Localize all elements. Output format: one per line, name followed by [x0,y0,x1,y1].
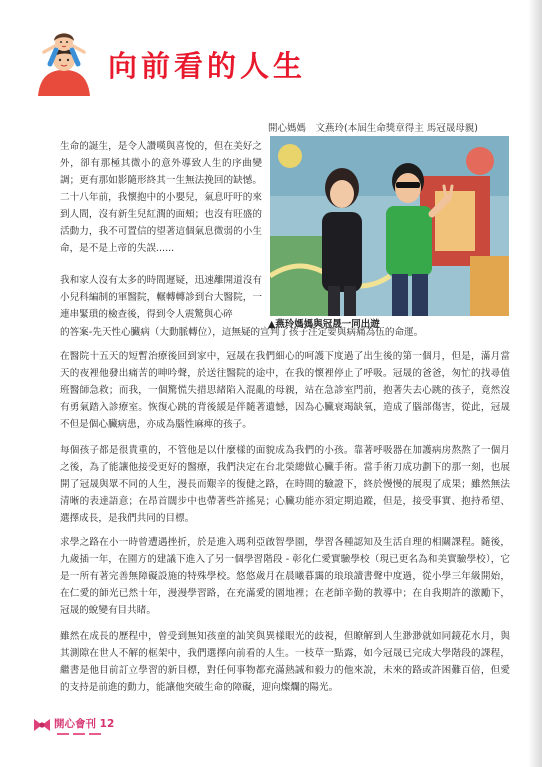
parent-with-child-illustration [32,30,96,96]
article-title: 向前看的人生 [108,49,307,83]
paragraph-5: 求學之路在小一時曾遭遇挫折，於是進入瑪利亞啟智學園，學習各種認知及生活自理的相關課程。隨後，九歲插一年，在園方的建議下進入了另一個學習階段 - 彰化仁愛實驗學校（現已更名為和美實驗學校），它是一所有著完善無障礙設施的特殊學校。悠悠歲月在晨曦暮靄的琅琅讀書聲中度過，從小學三年級開始，在仁愛的師光已然十年，漫漫學習路，在充滿愛的園地裡；在老師辛勤的教導中；在自我期許的激勵下，冠晟的蛻變有目共睹。 [60,537,510,616]
page-edge-shadow [528,0,542,767]
paragraph-3: 在醫院十五天的短暫治療後回到家中，冠晟在我們細心的呵護下度過了出生後的第一個月，但是，滿月當天的夜裡他發出痛苦的呻吟聲，於送往醫院的途中，在我的懷裡停止了呼吸。冠晟的爸爸，匆忙的找尋值班醫師急救；而我，一個驚慌失措思緒陷入混亂的母親，站在急診室門前，抱著失去心跳的孩子，竟然沒有勇氣踏入診療室。恢復心跳的背後緩是伴隨著遺憾，因為心臟衰竭缺氧，造成了腦部傷害，從此，冠晟不但是個心臟病患，亦成為腦性麻痺的孩子。 [60,351,510,430]
footer-dash [89,733,101,735]
footer-label: 開心會刊 12 [54,718,115,730]
footer-dash [73,733,85,735]
footer-dash [57,733,69,735]
paragraph-1: 生命的誕生，是令人讚嘆與喜悅的，但在美好之外，卻有那極其微小的意外導致人生的序曲變調；更有那如影隨形終其一生無法挽回的缺憾。二十八年前，我懷抱中的小嬰兒，氣息吁吁的來到人間，沒有新生兒紅潤的面頰；也沒有旺盛的活動力，我不可置信的望著這個氣息微弱的小生命，是不是上帝的失誤...... [60,141,262,254]
paragraph-4: 每個孩子都是很貴重的，不管他是以什麼樣的面貌成為我們的小孩。靠著呼吸器在加護病房熬熬了一個月之後，為了能讓他接受更好的醫療，我們決定在台北榮總做心臟手術。當手術刀成功劃下的那一刻，也展開了冠晟與眾不同的人生，漫長而艱辛的復健之路，在時間的驗證下，終於慢慢的展現了成果；雖然無法清晰的表達語意；在昂首闊步中也帶著些許搖晃；心臟功能亦須定期追蹤，但是，接受事實、抱持希望、選擇成長，是我們共同的目標。 [60,445,510,524]
paragraph-6: 雖然在成長的歷程中，曾受到無知孩童的訕笑與異樣眼光的歧視，但瞭解到人生渺渺就如同鏡花水月，與其測隙在世人不解的框架中，我們選擇向前看的人生。一枝草一點露，如今冠晟已完成大學階段的課程，繼書是他目前訂立學習的新目標，對任何事物都充滿熱誠和毅力的他來說，未來的路或許困難百倍，但愛的支持是前進的動力，能讓他突破生命的障礙，迎向燦爛的陽光。 [60,631,510,693]
paragraph-2: 我和家人沒有太多的時間遲疑，迅速離開道沒有小兒科編制的軍醫院，輾轉轉診到台大醫院，一連串緊瑣的檢查後，得到令人震驚與心碎 [60,275,262,320]
mother-son-photo [270,136,509,316]
photo-caption: ▲燕玲媽媽與冠晟一同出遊 [268,319,380,330]
paragraph-2-continued: 的答案-先天性心臟病（大動脈轉位），這無疑的宣判了孩子注定要與病痛為伍的命運。 [60,327,424,338]
pink-bow-icon [32,717,52,733]
author-byline: 開心媽媽 文燕玲(本屆生命獎章得主 馬冠晟母親) [268,123,478,134]
